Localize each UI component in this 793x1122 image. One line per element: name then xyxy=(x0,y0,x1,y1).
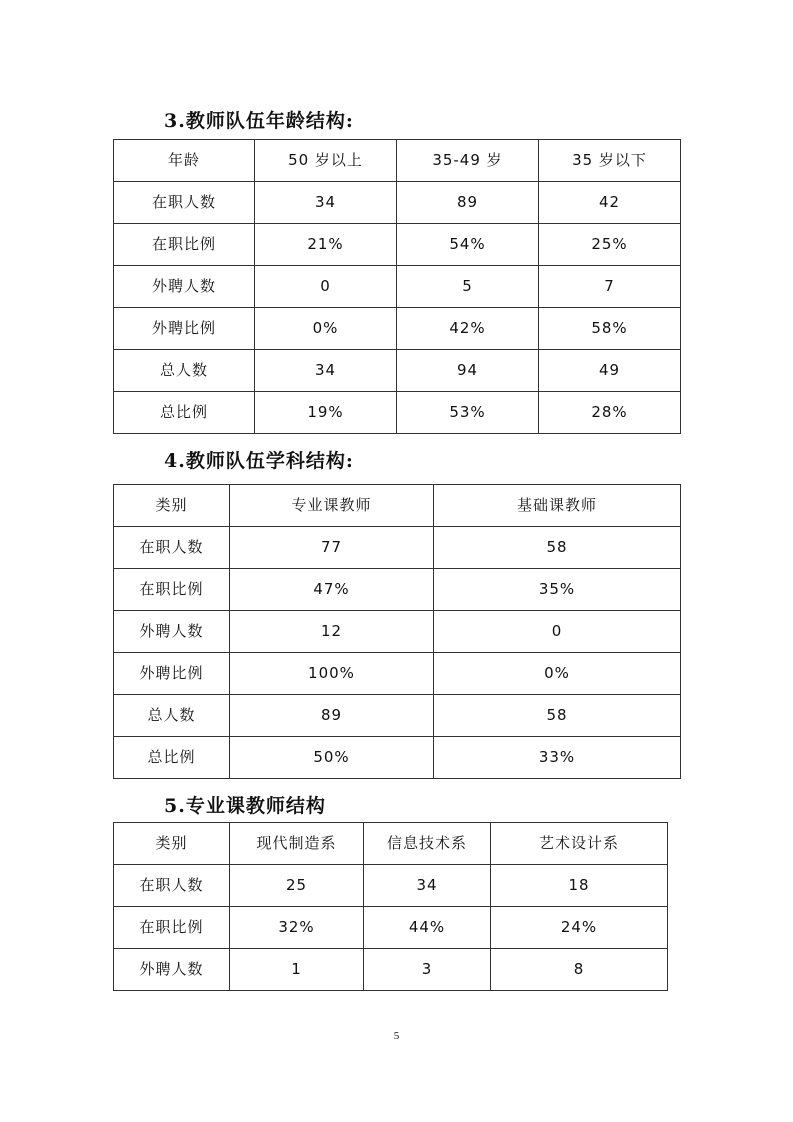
header-cell: 专业课教师 xyxy=(230,485,434,527)
table-row xyxy=(114,350,681,392)
table-cell: 8 xyxy=(491,949,668,991)
header-cell: 信息技术系 xyxy=(364,823,491,865)
header-cell: 类别 xyxy=(114,823,230,865)
row-label: 总人数 xyxy=(114,350,255,392)
row-label: 在职比例 xyxy=(114,569,230,611)
table-cell: 34 xyxy=(364,865,491,907)
table-cell: 35% xyxy=(434,569,681,611)
header-cell: 35-49 岁 xyxy=(397,140,539,182)
table-row xyxy=(114,392,681,434)
table-cell: 58 xyxy=(434,527,681,569)
table-row xyxy=(114,695,681,737)
row-label: 外聘人数 xyxy=(114,949,230,991)
table-row xyxy=(114,569,681,611)
table-row xyxy=(114,224,681,266)
row-label: 在职人数 xyxy=(114,182,255,224)
header-cell: 基础课教师 xyxy=(434,485,681,527)
subject-structure-table xyxy=(113,484,681,779)
table-cell: 89 xyxy=(230,695,434,737)
header-cell: 年龄 xyxy=(114,140,255,182)
row-label: 外聘比例 xyxy=(114,653,230,695)
table-cell: 34 xyxy=(255,182,397,224)
table-row xyxy=(114,865,668,907)
section-4-heading: 4.教师队伍学科结构: xyxy=(164,450,354,472)
row-label: 在职人数 xyxy=(114,527,230,569)
table-cell: 0 xyxy=(434,611,681,653)
table-cell: 42 xyxy=(539,182,681,224)
table-cell: 77 xyxy=(230,527,434,569)
table-cell: 50% xyxy=(230,737,434,779)
table-cell: 25 xyxy=(230,865,364,907)
table-cell: 21% xyxy=(255,224,397,266)
page-number: 5 xyxy=(393,1030,400,1042)
header-cell: 50 岁以上 xyxy=(255,140,397,182)
header-cell: 35 岁以下 xyxy=(539,140,681,182)
table-cell: 100% xyxy=(230,653,434,695)
table-cell: 1 xyxy=(230,949,364,991)
table-row xyxy=(114,611,681,653)
table-row xyxy=(114,182,681,224)
table-cell: 19% xyxy=(255,392,397,434)
specialty-structure-table xyxy=(113,822,668,991)
table-cell: 32% xyxy=(230,907,364,949)
section-3-heading: 3.教师队伍年龄结构: xyxy=(164,110,354,132)
table-cell: 7 xyxy=(539,266,681,308)
table-cell: 58 xyxy=(434,695,681,737)
row-label: 在职人数 xyxy=(114,865,230,907)
table-cell: 49 xyxy=(539,350,681,392)
table-cell: 33% xyxy=(434,737,681,779)
age-structure-table xyxy=(113,139,681,434)
row-label: 总比例 xyxy=(114,737,230,779)
table-cell: 42% xyxy=(397,308,539,350)
table-row xyxy=(114,527,681,569)
table-row xyxy=(114,653,681,695)
table-row xyxy=(114,737,681,779)
table-cell: 0% xyxy=(434,653,681,695)
row-label: 外聘人数 xyxy=(114,266,255,308)
table-cell: 34 xyxy=(255,350,397,392)
table-row xyxy=(114,907,668,949)
row-label: 外聘人数 xyxy=(114,611,230,653)
table-cell: 54% xyxy=(397,224,539,266)
table-cell: 94 xyxy=(397,350,539,392)
header-cell: 现代制造系 xyxy=(230,823,364,865)
table-cell: 25% xyxy=(539,224,681,266)
row-label: 总人数 xyxy=(114,695,230,737)
table-cell: 0 xyxy=(255,266,397,308)
row-label: 总比例 xyxy=(114,392,255,434)
table-cell: 3 xyxy=(364,949,491,991)
table-row xyxy=(114,308,681,350)
table-cell: 89 xyxy=(397,182,539,224)
table-cell: 53% xyxy=(397,392,539,434)
table-row xyxy=(114,949,668,991)
table-cell: 47% xyxy=(230,569,434,611)
table-row xyxy=(114,266,681,308)
table-header-row xyxy=(114,823,668,865)
table-cell: 5 xyxy=(397,266,539,308)
table-cell: 28% xyxy=(539,392,681,434)
header-cell: 类别 xyxy=(114,485,230,527)
row-label: 外聘比例 xyxy=(114,308,255,350)
row-label: 在职比例 xyxy=(114,907,230,949)
table-header-row xyxy=(114,140,681,182)
table-cell: 0% xyxy=(255,308,397,350)
table-cell: 44% xyxy=(364,907,491,949)
table-cell: 24% xyxy=(491,907,668,949)
header-cell: 艺术设计系 xyxy=(491,823,668,865)
table-cell: 12 xyxy=(230,611,434,653)
row-label: 在职比例 xyxy=(114,224,255,266)
table-cell: 18 xyxy=(491,865,668,907)
table-cell: 58% xyxy=(539,308,681,350)
section-5-heading: 5.专业课教师结构 xyxy=(164,795,326,817)
table-header-row xyxy=(114,485,681,527)
